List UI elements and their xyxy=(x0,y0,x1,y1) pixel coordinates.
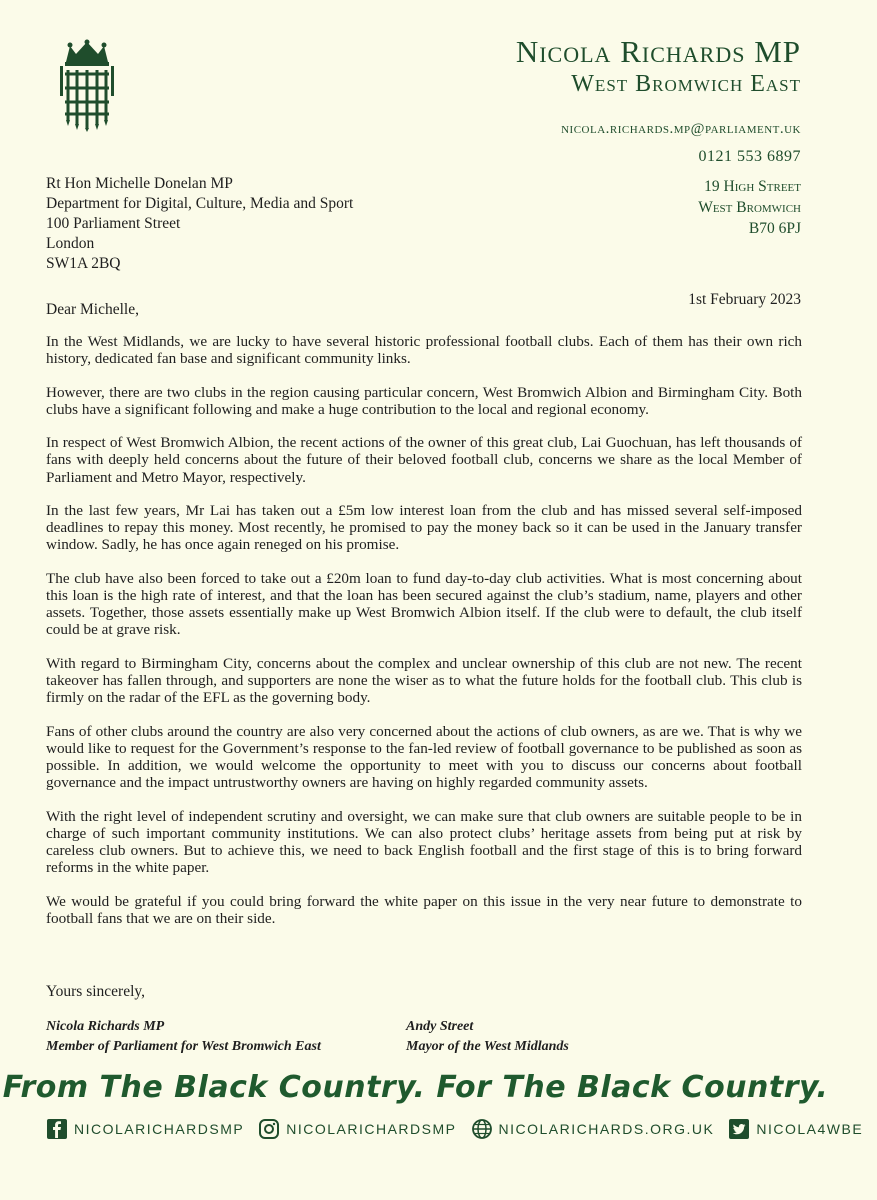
signatory-mayor xyxy=(406,1017,569,1057)
signatory-title: Mayor of the West Midlands xyxy=(406,1039,569,1054)
portcullis-crest-icon xyxy=(58,40,116,132)
recipient-department: Department for Digital, Culture, Media and Sport xyxy=(46,195,354,212)
social-website[interactable] xyxy=(471,1118,715,1140)
address-line1: 19 High Street xyxy=(704,178,801,195)
address-line2: West Bromwich xyxy=(698,199,801,216)
signatory-name: Andy Street xyxy=(406,1019,474,1034)
recipient-street: 100 Parliament Street xyxy=(46,215,181,232)
letter-date: 1st February 2023 xyxy=(688,291,801,308)
social-label: NICOLARICHARDSMP xyxy=(286,1121,457,1137)
body-paragraph: We would be grateful if you could bring forward the white paper on this issue in the very near future to demonstrate to football fans that we are on their side. xyxy=(46,892,802,927)
body-paragraph: However, there are two clubs in the region causing particular concern, West Bromwich Albion and Birmingham City. Both clubs have a significant following and make a huge contribution to the local and regional economy. xyxy=(46,383,802,418)
social-label: NICOLA4WBE xyxy=(756,1121,864,1137)
footer-slogan: From The Black Country. For The Black Country. xyxy=(2,1070,829,1105)
body-paragraph: In the West Midlands, we are lucky to have several historic professional football clubs. Each of them has their own rich history, dedicated fan base and significant community links. xyxy=(46,333,802,368)
mp-header xyxy=(516,34,801,98)
instagram-icon xyxy=(258,1118,280,1140)
letter-body xyxy=(46,333,802,943)
social-label: NICOLARICHARDSMP xyxy=(74,1121,245,1137)
social-facebook[interactable] xyxy=(46,1118,244,1140)
signatory-mp xyxy=(46,1017,321,1057)
body-paragraph: With the right level of independent scrutiny and oversight, we can make sure that club owners are suitable people to be in charge of such important community institutions. We can also protect clubs’ heritage assets from being put at risk by careless club owners. But to achieve this, we need to back English football and the first stage of this is to bring forward reforms in the white paper. xyxy=(46,807,802,877)
body-paragraph: The club have also been forced to take out a £20m loan to fund day-to-day club activities. What is most concerning about this loan is the high rate of interest, and that the loan has been secured against the club’s stadium, name, players and other assets. Together, those assets essentially make up West Bromwich Albion itself. If the club were to default, the club itself could be at grave risk. xyxy=(46,569,802,639)
recipient-name: Rt Hon Michelle Donelan MP xyxy=(46,175,233,192)
social-instagram[interactable] xyxy=(258,1118,456,1140)
social-twitter[interactable] xyxy=(728,1118,863,1140)
contact-email: nicola.richards.mp@parliament.uk xyxy=(561,121,801,137)
body-paragraph: In the last few years, Mr Lai has taken out a £5m low interest loan from the club and has missed several self-imposed deadlines to repay this money. Most recently, he promised to pay the money back so it can be used in the January transfer window. Sadly, he has once again reneged on his promise. xyxy=(46,501,802,554)
salutation: Dear Michelle, xyxy=(46,301,139,318)
body-paragraph: With regard to Birmingham City, concerns about the complex and unclear ownership of this club are not new. The recent takeover has fallen through, and supporters are none the wiser as to what the future holds for the football club. This club is firmly on the radar of the EFL as the governing body. xyxy=(46,654,802,707)
closing: Yours sincerely, xyxy=(46,983,146,1000)
body-paragraph: In respect of West Bromwich Albion, the recent actions of the owner of this great club, Lai Guochuan, has left thousands of fans with deeply held concerns about the future of their beloved football club, concerns we share as the local Member of Parliament and Metro Mayor, respectively. xyxy=(46,434,802,486)
contact-phone: 0121 553 6897 xyxy=(698,148,801,165)
recipient-postcode: SW1A 2BQ xyxy=(46,255,121,272)
address-postcode: B70 6PJ xyxy=(748,220,801,237)
social-label: NICOLARICHARDS.ORG.UK xyxy=(498,1121,715,1137)
signatory-name: Nicola Richards MP xyxy=(46,1019,165,1034)
signatory-title: Member of Parliament for West Bromwich East xyxy=(46,1039,321,1054)
recipient-address xyxy=(46,174,353,274)
mp-name: Nicola Richards MP xyxy=(515,34,801,69)
contact-address xyxy=(561,176,801,239)
contact-block xyxy=(561,118,801,239)
twitter-icon xyxy=(728,1118,750,1140)
social-links xyxy=(46,1118,877,1140)
mp-constituency: West Bromwich East xyxy=(571,71,801,97)
globe-icon xyxy=(471,1118,493,1140)
facebook-icon xyxy=(46,1118,68,1140)
recipient-city: London xyxy=(46,235,95,252)
body-paragraph: Fans of other clubs around the country are also very concerned about the actions of club owners, as are we. That is why we would like to request for the Government’s response to the fan-led review of football governance to be published as soon as possible. In addition, we would welcome the opportunity to meet with you to discuss our concerns about football governance and the impact untrustworthy owners are having on highly regarded community assets. xyxy=(46,722,802,792)
